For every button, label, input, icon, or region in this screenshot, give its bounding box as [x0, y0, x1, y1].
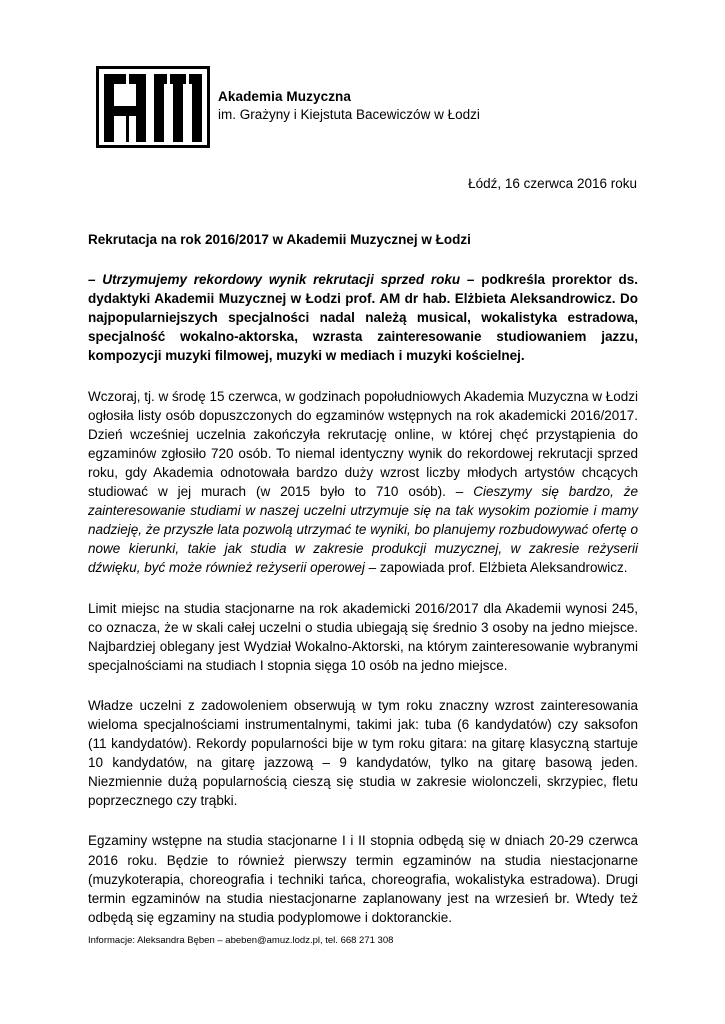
document-body — [88, 230, 638, 948]
paragraph-3: Władze uczelni z zadowoleniem obserwują w tym roku znaczny wzrost zainteresowania wieloma specjalnościami instrumentalnymi, takimi jak: tuba (6 kandydatów) czy saksofon (11 kandydatów). Rekordy popularności bije w tym roku gitara: na gitarę klasyczną startuje 10 kandydatów, na gitarę jazzową – 9 kandydatów, tylko na gitarę basową jeden. Niezmiennie dużą popularnością cieszą się studia w zakresie wiolonczeli, skrzypiec, fletu poprzecznego czy trąbki. — [88, 697, 638, 809]
lead-paragraph — [88, 270, 638, 365]
lead-text: podkreśla prorektor ds. dydaktyki Akademii Muzycznej w Łodzi prof. AM dr hab. Elżbieta Aleksandrowicz. Do najpopularniejszych specjalności nadal należą musical, wokalistyka estradowa, specjalność wokalno-aktorska, wzrasta zainteresowanie studiowaniem jazzu, kompozycji muzyki filmowej, muzyki w mediach i muzyki kościelnej. — [88, 272, 639, 364]
letter-date: Łódź, 16 czerwca 2016 roku — [468, 176, 637, 191]
paragraph-4: Egzaminy wstępne na studia stacjonarne I i II stopnia odbędą się w dniach 20-29 czerwca 2016 roku. Będzie to również pierwszy termin egzaminów na studia niestacjonarne (muzykoterapia, choreografia i techniki tańca, choreografia, wokalistyka estradowa). Drugi termin egzaminów na studia niestacjonarne zaplanowany jest na wrzesień br. Wtedy też odbędą się egzaminy na studia podyplomowe i doktoranckie. — [88, 833, 638, 925]
contact-footer: Informacje: Aleksandra Bęben – abeben@amuz.lodz.pl, tel. 668 271 308 — [88, 935, 394, 946]
paragraph-1-quote: Cieszymy się bardzo, że zainteresowanie studiami w naszej uczelni utrzymuje się na tak wysokim poziomie i mamy nadzieję, że przyszłe lata pozwolą utrzymać te wyniki, bo planujemy rozbudowywać ofertę o nowe kierunki, takie jak studia w zakresie produkcji muzycznej, w zakresie reżyserii dźwięku, być może również reżyserii operowej — [88, 484, 638, 576]
academy-logo — [96, 66, 210, 148]
institution-block — [218, 88, 480, 124]
paragraph-1-end: – zapowiada prof. Elżbieta Aleksandrowicz. — [364, 560, 628, 576]
institution-subtitle: im. Grażyny i Kiejstuta Bacewiczów w Łodzi — [218, 107, 480, 122]
paragraph-1-text: Wczoraj, tj. w środę 15 czerwca, w godzinach popołudniowych Akademia Muzyczna w Łodzi ogłosiła listy osób dopuszczonych do egzaminów wstępnych na rok akademicki 2016/2017. Dzień wcześniej uczelnia zakończyła rekrutację online, w której chęć przystąpienia do egzaminów zgłosiło 720 osób. To niemal identyczny wynik do rekordowej rekrutacji sprzed roku, gdy Akademia odnotowała bardzo duży wzrost liczby młodych artystów chcących studiować w jej murach (w 2015 było to 710 osób). – — [88, 388, 639, 500]
institution-name: Akademia Muzyczna — [218, 89, 351, 104]
document-title: Rekrutacja na rok 2016/2017 w Akademii Muzycznej w Łodzi — [88, 232, 471, 247]
paragraph-2: Limit miejsc na studia stacjonarne na rok akademicki 2016/2017 dla Akademii wynosi 245, co oznacza, że w skali całej uczelni o studia ubiegają się średnio 3 osoby na jedno miejsce. Najbardziej oblegany jest Wydział Wokalno-Aktorski, na którym zainteresowanie wybranymi specjalnościami na studiach I stopnia sięga 10 osób na jedno miejsce. — [88, 600, 638, 673]
lead-quote: – Utrzymujemy rekordowy wynik rekrutacji sprzed roku – — [88, 272, 475, 288]
paragraph-1 — [88, 387, 638, 578]
